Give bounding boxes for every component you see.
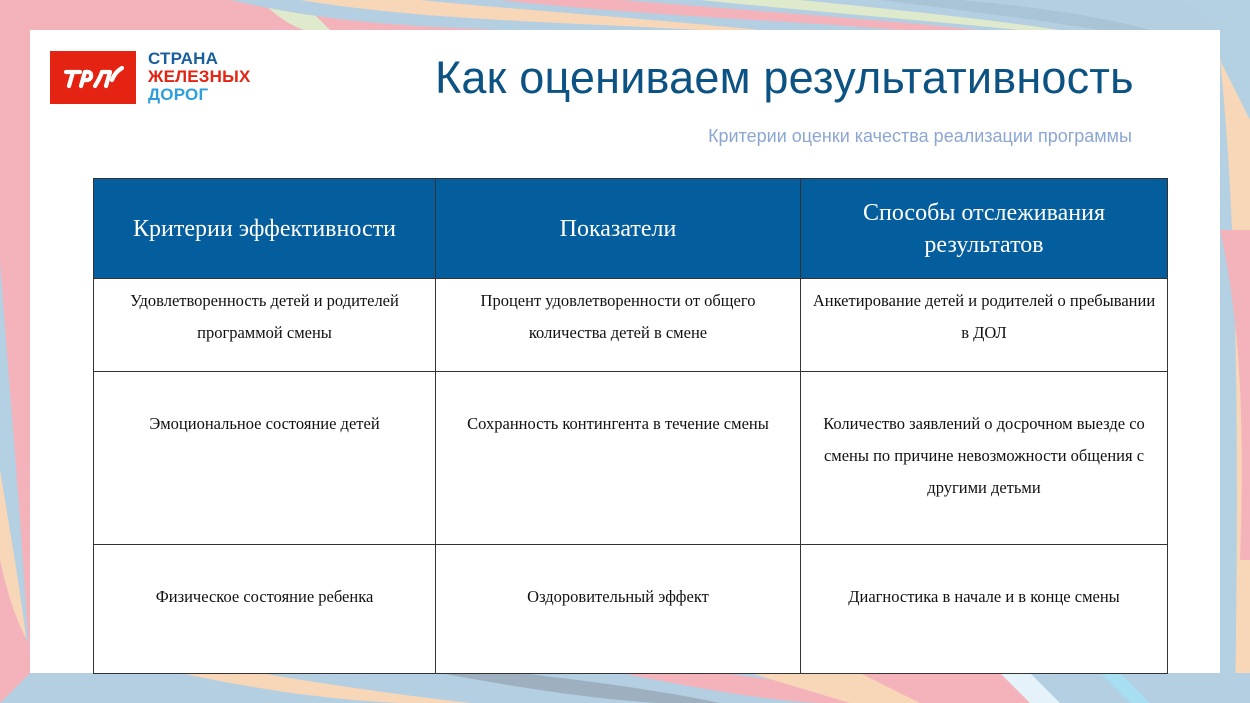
slide-panel: [30, 30, 1220, 673]
table-cell: Физическое состояние ребенка: [94, 545, 436, 674]
table-row: [94, 545, 1168, 674]
rzd-mark-icon: [62, 64, 124, 90]
page-subtitle: Критерии оценки качества реализации программы: [708, 126, 1132, 146]
rzd-logo-mark: [50, 51, 136, 104]
criteria-table: [93, 178, 1168, 674]
table-cell: Диагностика в начале и в конце смены: [801, 545, 1168, 674]
table-row: [94, 279, 1168, 372]
header-indicators: Показатели: [436, 179, 801, 279]
header-tracking-methods: Способы отслеживания результатов: [801, 179, 1168, 279]
page-title: Как оцениваем результативность: [435, 52, 1134, 103]
table-cell: Процент удовлетворенности от общего количества детей в смене: [436, 279, 801, 372]
table-cell: Количество заявлений о досрочном выезде со смены по причине невозможности общения с другими детьми: [801, 372, 1168, 545]
logo-wordmark: [148, 50, 250, 104]
logo-line-2: ЖЕЛЕЗНЫХ: [148, 67, 251, 86]
table-cell: Эмоциональное состояние детей: [94, 372, 436, 545]
table-cell: Оздоровительный эффект: [436, 545, 801, 674]
table-cell: Анкетирование детей и родителей о пребывании в ДОЛ: [801, 279, 1168, 372]
header-criteria: Критерии эффективности: [94, 179, 436, 279]
table-cell: Удовлетворенность детей и родителей программой смены: [94, 279, 436, 372]
logo-line-3: ДОРОГ: [148, 85, 209, 104]
table-header-row: [94, 179, 1168, 279]
logo-line-1: СТРАНА: [148, 49, 219, 68]
rzd-logo: [50, 50, 260, 104]
table-cell: Сохранность контингента в течение смены: [436, 372, 801, 545]
table-row: [94, 372, 1168, 545]
